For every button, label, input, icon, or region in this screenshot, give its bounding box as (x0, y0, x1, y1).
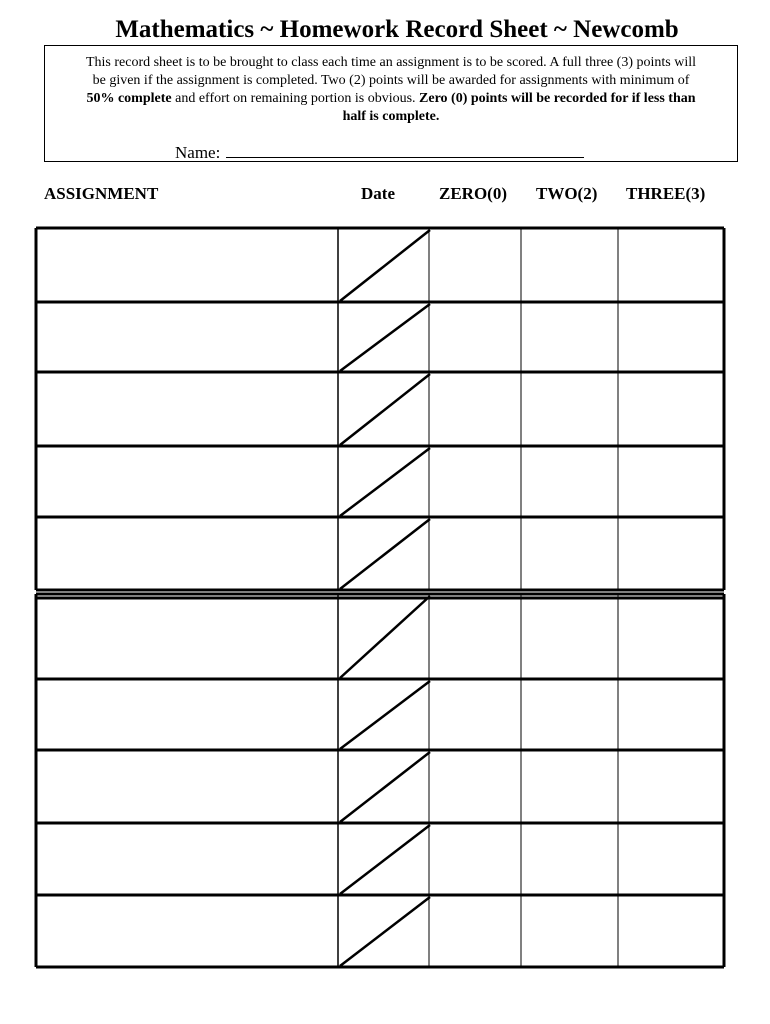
instructions-line-2: be given if the assignment is completed. Two (2) points will be awarded for assignments with minimum of (92, 73, 690, 88)
page-title: Mathematics ~ Homework Record Sheet ~ Newcomb (115, 16, 679, 43)
date-cell-slash (340, 897, 430, 966)
date-cell-slash (340, 752, 430, 822)
date-cell-slash (340, 448, 430, 516)
date-cell-slash (340, 596, 430, 678)
column-header-three: THREE(3) (626, 184, 706, 203)
date-cell-slash (340, 681, 430, 749)
instructions-zero-points: Zero (0) points will be recorded for if less than (419, 91, 696, 106)
date-cell-slash (340, 304, 430, 371)
column-header-date: Date (361, 184, 395, 203)
instructions-line-3: and effort on remaining portion is obvious. (171, 91, 420, 106)
instructions-fifty-percent: 50% complete (86, 91, 172, 106)
date-cell-slash (340, 825, 430, 894)
date-cell-slash (340, 374, 430, 445)
instructions-line-1: This record sheet is to be brought to class each time an assignment is to be scored. A full three (3) points will (85, 55, 697, 70)
column-header-zero: ZERO(0) (439, 184, 507, 203)
date-cell-slash (340, 519, 430, 589)
date-cell-slash (340, 230, 430, 301)
column-header-two: TWO(2) (536, 184, 598, 203)
column-header-assignment: ASSIGNMENT (44, 184, 159, 203)
instructions-line-4: half is complete. (342, 109, 440, 124)
table-grid (36, 228, 724, 967)
name-label: Name: (175, 143, 221, 162)
